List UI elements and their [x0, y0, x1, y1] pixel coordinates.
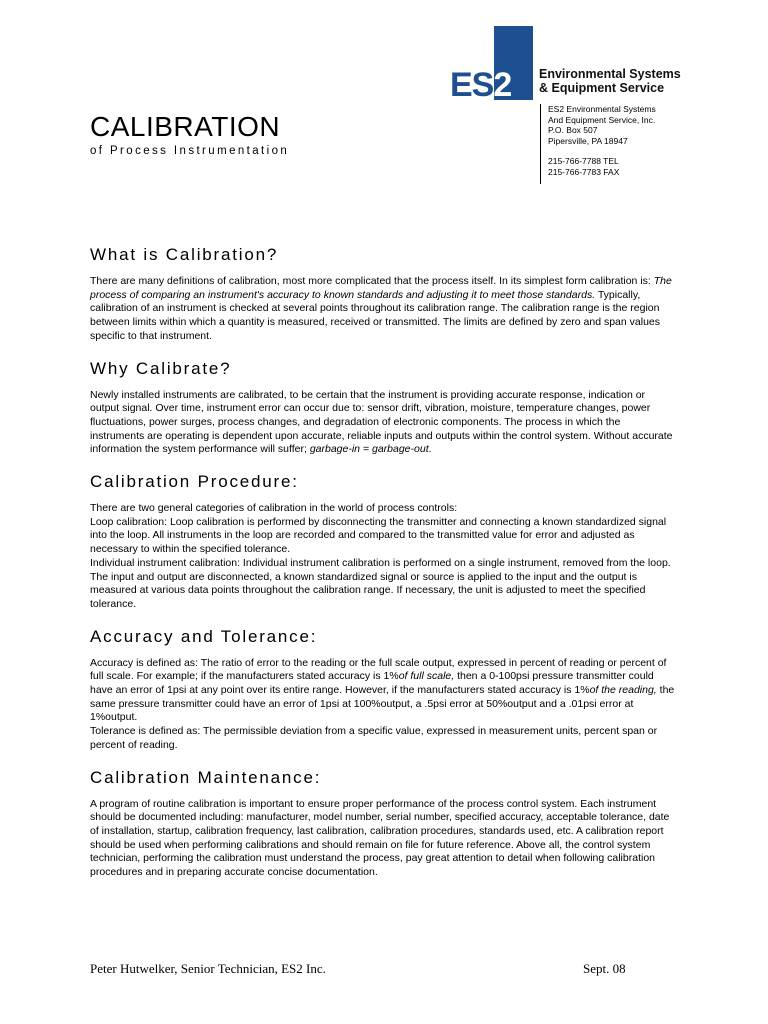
address-tel: 215-766-7788 TEL	[548, 156, 619, 166]
body-text: Tolerance is defined as: The permissible deviation from a specific value, expressed in measurement units, percent span or percent of reading.	[90, 725, 658, 751]
section-heading: What is Calibration?	[90, 245, 279, 264]
italic-text: The process of comparing an instrument's accuracy to known standards and adjusting it to meet those standards.	[90, 275, 672, 301]
section	[90, 471, 676, 612]
paragraph	[90, 502, 676, 516]
paragraph	[90, 557, 676, 612]
body-text: the same pressure transmitter could have an error of 1psi at 100%output, a .5psi error at 50%output and a .01psi error at 1%output.	[90, 684, 675, 724]
section-heading: Calibration Procedure:	[90, 472, 299, 492]
address-fax: 215-766-7783 FAX	[548, 166, 620, 177]
address-line2: And Equipment Service, Inc.	[548, 114, 656, 125]
company-name	[539, 67, 681, 95]
body-text: Accuracy is defined as: The ratio of error to the reading or the full scale output, expressed in percent of reading or percent of full scale. For example; if the manufacturers stated accuracy is 1%	[90, 656, 667, 683]
footer-date: Sept. 08	[583, 961, 626, 976]
logo-graphic	[446, 26, 533, 100]
section	[90, 767, 676, 880]
paragraph	[90, 725, 676, 752]
logo-text-2: 2	[493, 66, 512, 100]
paragraph	[90, 275, 676, 344]
company-name-line2: & Equipment Service	[539, 81, 665, 95]
paragraph	[90, 657, 676, 726]
document-body	[90, 244, 676, 894]
italic-text: garbage-in = garbage-out	[309, 443, 429, 456]
address-line1: ES2 Environmental Systems	[548, 104, 656, 114]
es2-logo-mark	[446, 26, 533, 100]
body-text: There are many definitions of calibration, most more complicated that the process itself. In its simplest form calibration is:	[90, 275, 654, 287]
section-heading: Accuracy and Tolerance:	[90, 626, 318, 646]
italic-text: of the reading,	[589, 684, 657, 697]
company-address	[540, 104, 656, 184]
section	[90, 244, 676, 344]
company-name-line1: Environmental Systems	[539, 67, 681, 81]
body-text: Loop calibration: Loop calibration is performed by disconnecting the transmitter and connecting a known standardized signal into the loop. All instruments in the loop are recorded and compared to the transmitted value for error and adjusted as necessary to within the specified tolerance.	[90, 515, 667, 556]
section	[90, 358, 676, 458]
paragraph	[90, 389, 676, 458]
italic-text: of full scale,	[398, 670, 455, 683]
body-text: Newly installed instruments are calibrated, to be certain that the instrument is providing accurate response, indication or output signal. Over time, instrument error can occur due to: sensor drift, vibration, moisture, temperature changes, power fluctuations, power surges, process changes, and degradation of electronic components. The process in which the instruments are operating is dependent upon accurate, reliable inputs and outputs within the control system. Without accurate information the system performance will suffer;	[90, 388, 673, 456]
company-logo	[446, 26, 700, 100]
body-text: .	[428, 443, 432, 456]
footer-author: Peter Hutwelker, Senior Technician, ES2 Inc.	[90, 961, 326, 976]
document-title: CALIBRATION	[90, 111, 281, 142]
body-text: There are two general categories of calibration in the world of process controls:	[90, 502, 458, 515]
address-line4: Pipersville, PA 18947	[548, 135, 628, 146]
address-line3: P.O. Box 507	[548, 125, 598, 135]
paragraph	[90, 516, 676, 557]
logo-text	[450, 66, 511, 100]
body-text: Individual instrument calibration: Individual instrument calibration is performed on a single instrument, removed from the loop. The input and output are disconnected, a known standardized signal or source is applied to the input and the output is measured at various data points throughout the calibration range. If necessary, the unit is adjusted to meet the specified tolerance.	[90, 556, 671, 610]
body-text: Typically, calibration of an instrument is checked at several points throughout its calibration range. The calibration range is the region between limits within which a quantity is measured, received or transmitted. The limits are defined by zero and span values specific to that instrument.	[90, 288, 661, 342]
document-subtitle: of Process Instrumentation	[90, 145, 290, 157]
section-heading: Why Calibrate?	[90, 358, 232, 378]
body-text: then a 0-100psi pressure transmitter could have an error of 1psi at any point over its entire range. However, if the manufacturers stated accuracy is 1%	[90, 670, 654, 697]
paragraph	[90, 798, 676, 880]
body-text: A program of routine calibration is important to ensure proper performance of the process control system. Each instrument should be documented including: manufacturer, model number, serial number, specified accuracy, acceptable tolerance, date of installation, startup, calibration frequency, last calibration, calibration procedures, standards used, etc. A calibration report should be used when performing calibrations and should remain on file for future reference. Above all, the control system technician, performing the calibration must understand the process, pay great attention to detail when following calibration procedures and in preparing accurate concise documentation.	[90, 797, 670, 879]
address-gap	[548, 146, 656, 156]
logo-text-es: ES	[450, 66, 494, 100]
section	[90, 626, 676, 753]
section-heading: Calibration Maintenance:	[90, 767, 322, 787]
